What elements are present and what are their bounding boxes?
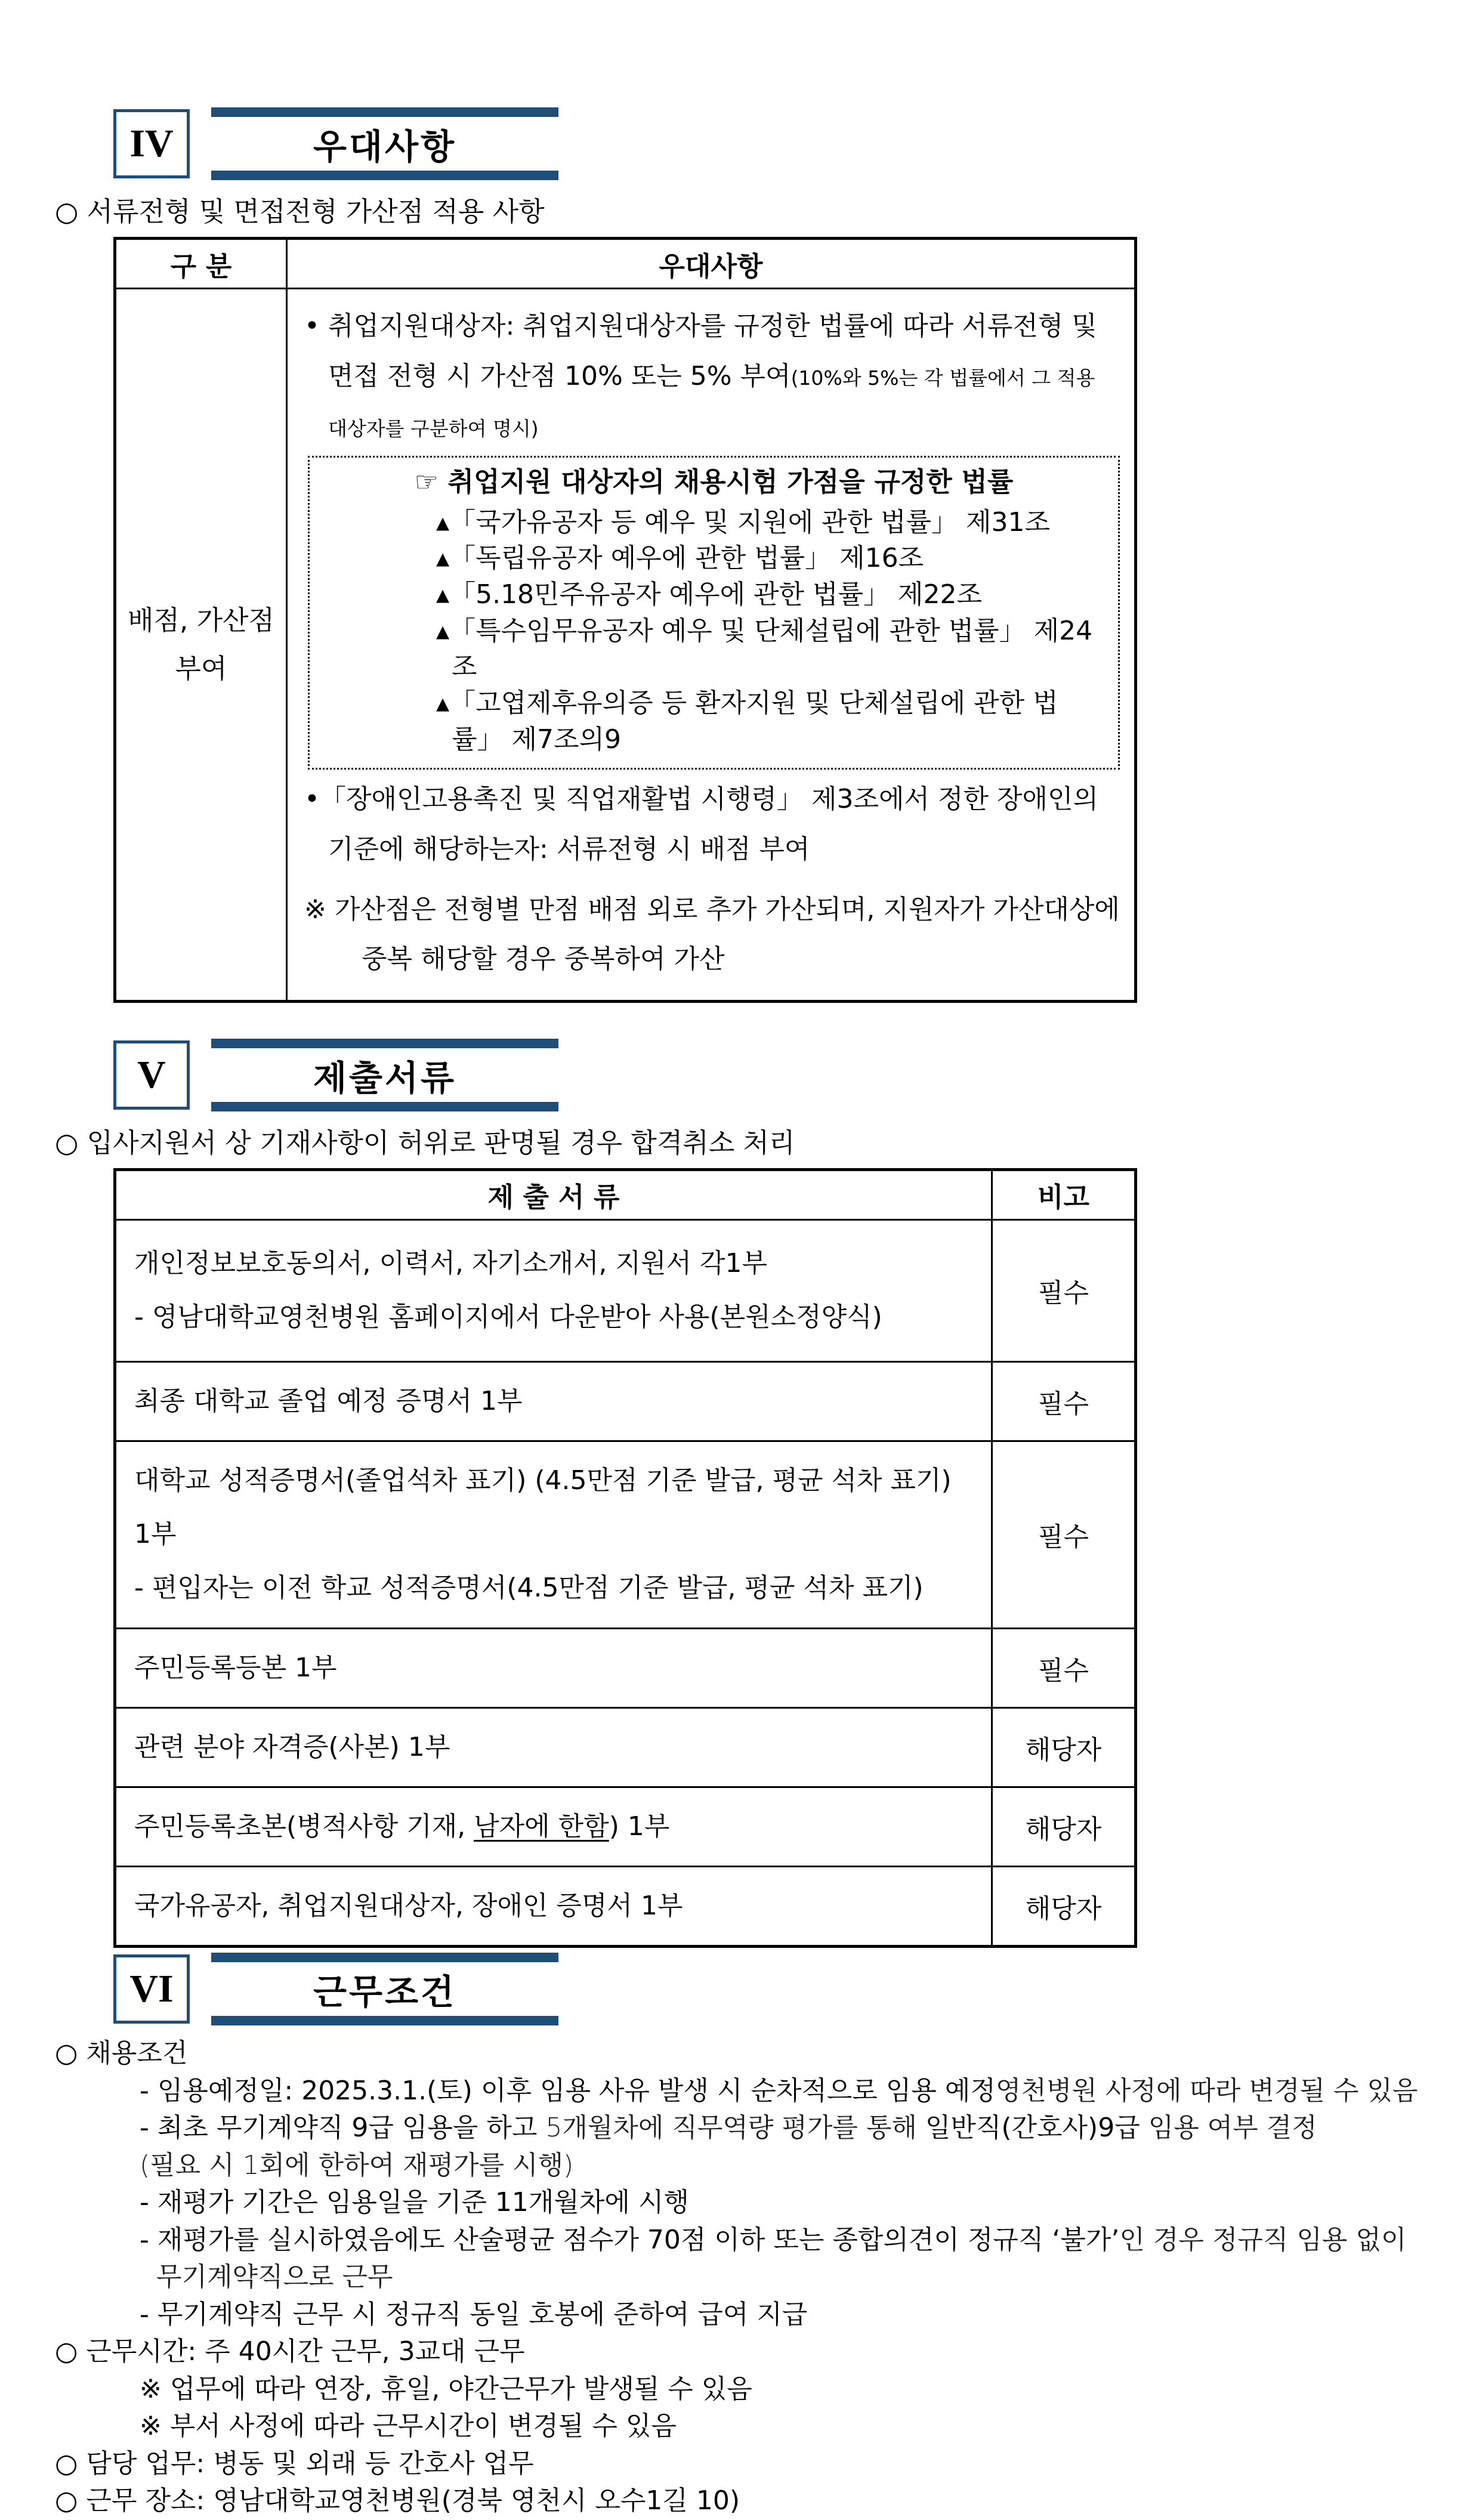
pref-row-content [287, 289, 1136, 1002]
doc-cell-application-forms [115, 1219, 992, 1361]
preference-table-header-row [115, 239, 1136, 289]
doc-line: 주민등록등본 1부 [134, 1652, 337, 1683]
pref-extra-note: ※ 가산점은 전형별 만점 배점 외로 추가 가산되며, 지원자가 가산대상에 중복 해당할 경우 중복하여 가산 [304, 894, 1120, 975]
section-vi-header [113, 1953, 1432, 2025]
section-iv-title: 우대사항 [211, 107, 558, 180]
line-text: - 무기계약직 근무 시 정규직 동일 호봉에 준하여 급여 지급 [140, 2299, 808, 2330]
law-item-special-mission: ▴「특수임무유공자 예우 및 단체설립에 관한 법률」 제24조 [436, 615, 1093, 682]
section-documents [55, 1039, 1432, 1948]
section-v-numeral: V [113, 1040, 190, 1110]
line-text: (필요 시 1회에 한하여 재평가를 시행) [140, 2150, 574, 2181]
preference-table [113, 237, 1137, 1003]
remark-badge: 해당자 [992, 1787, 1136, 1867]
line-schedule-change-note [140, 2408, 1432, 2445]
doc-cell-transcript [115, 1441, 992, 1629]
pref-row-label [115, 289, 287, 1002]
line-text: ○ 담당 업무: 병동 및 외래 등 간호사 업무 [55, 2448, 534, 2479]
section-v-header [113, 1039, 1432, 1111]
doc-line: 개인정보보호동의서, 이력서, 자기소개서, 지원서 각1부 [134, 1248, 767, 1279]
line-text: ○ 근무 장소: 영남대학교영천병원(경북 영천시 오수1길 10) [55, 2485, 740, 2516]
bullet-employment-support-text: • 취업지원대상자: 취업지원대상자를 규정한 법률에 따라 서류전형 및 면접 전형 시 가산점 10% 또는 5% 부여 [304, 311, 1097, 392]
table-row [115, 1707, 1136, 1787]
bullet-disability: •「장애인고용촉진 및 직업재활법 시행령」 제3조에서 정한 장애인의 기준에 해당하는자: 서류전형 시 배점 부여 [304, 783, 1098, 864]
table-row [115, 1441, 1136, 1629]
law-reference-box [308, 456, 1120, 769]
line-reevaluation-once [140, 2147, 1432, 2184]
remark-badge: 해당자 [992, 1867, 1136, 1947]
table-row [115, 1628, 1136, 1707]
remark-badge: 필수 [992, 1441, 1136, 1629]
line-text: ○ 근무시간: 주 40시간 근무, 3교대 근무 [55, 2336, 525, 2367]
section-preferences [55, 107, 1432, 1003]
working-conditions-lines [55, 2035, 1432, 2519]
doc-cell-military-record [115, 1787, 992, 1867]
doc-line: 최종 대학교 졸업 예정 증명서 1부 [134, 1385, 523, 1416]
line-overtime-note [140, 2371, 1432, 2408]
line-text: 일반직(간호사)9급 [916, 2113, 1148, 2144]
doc-line: - 편입자는 이전 학교 성적증명서(4.5만점 기준 발급, 평균 석차 표기) [134, 1573, 924, 1604]
line-text-thin: 5개월차에 직무역량 평가를 통해 [545, 2113, 917, 2144]
doc-line: 국가유공자, 취업지원대상자, 장애인 증명서 1부 [134, 1891, 683, 1922]
section-v-title: 제출서류 [211, 1039, 558, 1111]
line-text: ※ 부서 사정에 따라 근무시간이 변경될 수 있음 [140, 2411, 677, 2442]
line-text: - 재평가 기간은 임용일을 기준 11개월차에 시행 [140, 2187, 689, 2218]
bullet-employment-support-small-note: (10%와 5%는 각 법률에서 그 적용 대상자를 구분하여 명시) [328, 366, 1095, 440]
pref-header-preference: 우대사항 [287, 239, 1136, 289]
doc-line-segment: ) 1부 [609, 1811, 670, 1842]
remark-badge: 필수 [992, 1219, 1136, 1361]
line-appointment-date [140, 2073, 1432, 2110]
remark-badge: 필수 [992, 1361, 1136, 1441]
doc-header-remark: 비고 [992, 1169, 1136, 1219]
doc-cell-graduation-certificate [115, 1361, 992, 1441]
pref-row-label-line1: 배점, 가산점 [128, 604, 274, 637]
doc-line-underlined-segment: 남자에 한함 [474, 1811, 609, 1842]
section-vi-numeral: VI [113, 1954, 190, 2024]
line-indefinite-contract [156, 2259, 1432, 2296]
law-item-national-merit: ▴「국가유공자 등 예우 및 지원에 관한 법률」 제31조 [436, 507, 1051, 538]
line-salary [140, 2296, 1432, 2333]
line-reevaluation-result [140, 2222, 1432, 2259]
line-text-thin: 영천병원 사정에 따라 변경될 수 있음 [995, 2075, 1418, 2106]
pref-row-label-line2: 부여 [175, 653, 227, 685]
table-row [115, 1361, 1136, 1441]
doc-cell-license-copy [115, 1707, 992, 1787]
doc-line-segment: 주민등록초본(병적사항 기재, [134, 1811, 474, 1842]
documents-table [113, 1168, 1137, 1948]
line-initial-grade [140, 2110, 1432, 2147]
line-workplace [55, 2482, 1432, 2519]
line-text: ○ 채용조건 [55, 2038, 188, 2069]
line-working-hours [55, 2333, 1432, 2370]
section-v-intro: ○ 입사지원서 상 기재사항이 허위로 판명될 경우 합격취소 처리 [55, 1126, 795, 1159]
line-duties [55, 2445, 1432, 2482]
table-row [115, 1219, 1136, 1361]
doc-header-documents: 제 출 서 류 [115, 1169, 992, 1219]
table-row [115, 1787, 1136, 1867]
remark-badge: 해당자 [992, 1707, 1136, 1787]
law-item-independence-merit: ▴「독립유공자 예우에 관한 법률」 제16조 [436, 543, 924, 574]
doc-line: - 영남대학교영천병원 홈페이지에서 다운받아 사용(본원소정양식) [134, 1302, 882, 1333]
pref-header-category: 구 분 [115, 239, 287, 289]
line-text: ※ 업무에 따라 연장, 휴일, 야간근무가 발생될 수 있음 [140, 2373, 752, 2404]
line-text-thin: 임용 여부 결정 [1148, 2113, 1317, 2144]
line-hiring-conditions [55, 2035, 1432, 2072]
doc-cell-resident-register [115, 1628, 992, 1707]
doc-line: 대학교 성적증명서(졸업석차 표기) (4.5만점 기준 발급, 평균 석차 표기) 1부 [134, 1465, 952, 1550]
section-iv-numeral: IV [113, 109, 190, 178]
section-working-conditions [55, 1953, 1432, 2519]
preference-table-body-row [115, 289, 1136, 1002]
bullet-employment-support [304, 301, 1120, 452]
doc-line: 관련 분야 자격증(사본) 1부 [134, 1731, 450, 1762]
remark-badge: 필수 [992, 1628, 1136, 1707]
law-item-518-democracy: ▴「5.18민주유공자 예우에 관한 법률」 제22조 [436, 579, 983, 610]
line-text-thin: 인 경우 정규직 임용 없이 [1119, 2224, 1407, 2255]
line-text: - 최초 무기계약직 9급 임용을 하고 [140, 2113, 546, 2144]
table-row [115, 1867, 1136, 1947]
line-text: - 재평가를 실시하였음에도 산술평균 점수가 70점 이하 또는 종합의견이 정규직 ‘불가’ [140, 2224, 1120, 2255]
line-reevaluation-period [140, 2184, 1432, 2221]
law-box-title: ☞ 취업지원 대상자의 채용시험 가점을 규정한 법률 [414, 466, 1014, 498]
law-item-agent-orange: ▴「고엽제후유의증 등 환자지원 및 단체설립에 관한 법률」 제7조의9 [436, 688, 1058, 755]
line-text: - 임용예정일: 2025.3.1.(토) 이후 임용 사유 발생 시 순차적으로 임용 예정 [140, 2075, 996, 2106]
section-iv-intro: ○ 서류전형 및 면접전형 가산점 적용 사항 [55, 196, 545, 227]
documents-table-header-row [115, 1169, 1136, 1219]
doc-line [134, 1800, 973, 1854]
section-vi-title: 근무조건 [211, 1953, 558, 2025]
section-iv-header [113, 107, 1432, 180]
doc-cell-merit-certificates [115, 1867, 992, 1947]
line-text: 무기계약직으로 근무 [156, 2262, 393, 2293]
